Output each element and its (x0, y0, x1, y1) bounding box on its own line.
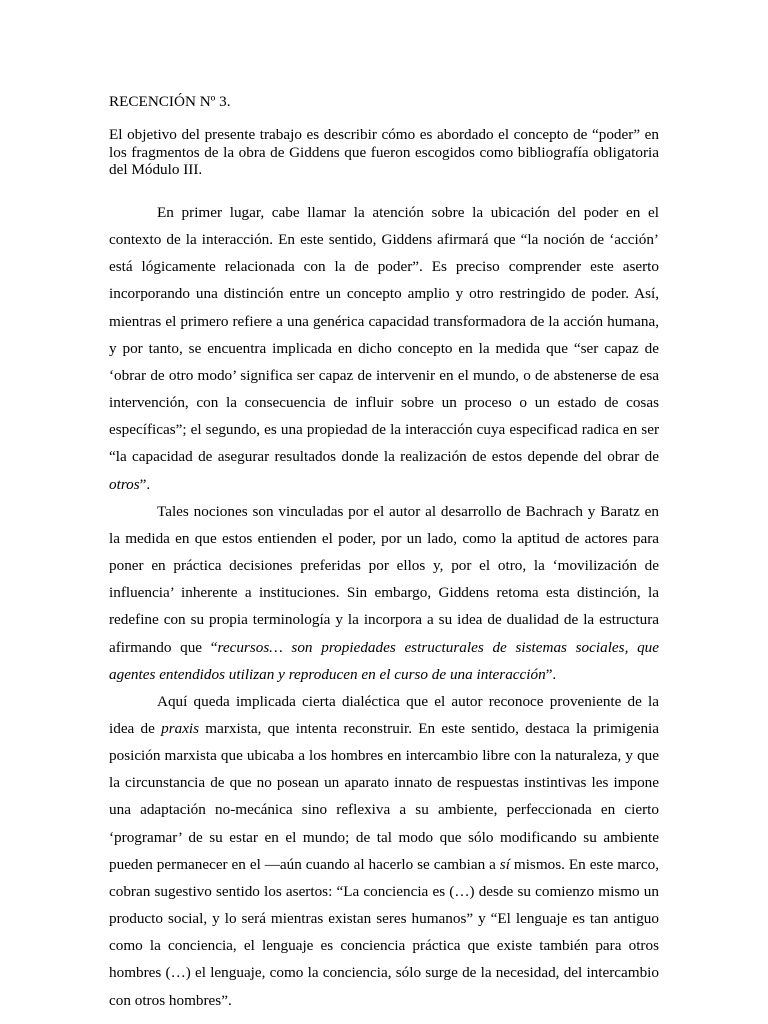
paragraph-3-italic-praxis: praxis (161, 719, 200, 737)
paragraph-2-end: ”. (545, 665, 557, 683)
paragraph-3-text-2: marxista, que intenta reconstruir. En este sentido, destaca la primigenia posición marxista que ubicaba a los hombres en intercambio libre con la naturaleza, y que la circunstancia de que no posean un aparato innato de respuestas instintivas les impone una adaptación no-mecánica sino reflexiva a su ambiente, perfeccionada en cierto ‘programar’ de su estar en el mundo; de tal modo que sólo modificando su ambiente pueden permanecer en el —aún cuando al hacerlo se cambian a (109, 719, 659, 873)
paragraph-3-text-1: Aquí queda implicada cierta dialéctica que el autor reconoce proveniente de la idea de (109, 692, 659, 737)
paragraph-3 (109, 688, 659, 1014)
paragraph-3-text-3: mismos. En este marco, cobran sugestivo sentido los asertos: “La conciencia es (…) desde su comienzo mismo un producto social, y lo será mientras existan seres humanos” y “El lenguaje es tan antiguo como la conciencia, el lenguaje es conciencia práctica que existe también para otros hombres (…) el lenguaje, como la conciencia, sólo surge de la necesidad, del intercambio con otros hombres”. (109, 855, 659, 1009)
paragraph-1-italic: otros (109, 475, 140, 493)
intro-paragraph: El objetivo del presente trabajo es describir cómo es abordado el concepto de “poder” en los fragmentos de la obra de Giddens que fueron escogidos como bibliografía obligatoria del Módulo III. (109, 126, 659, 178)
document-body (109, 199, 659, 1014)
paragraph-2-text: Tales nociones son vinculadas por el autor al desarrollo de Bachrach y Baratz en la medida en que estos entienden el poder, por un lado, como la aptitud de actores para poner en práctica decisiones preferidas por ellos y, por el otro, la ‘movilización de influencia’ inherente a instituciones. Sin embargo, Giddens retoma esta distinción, la redefine con su propia terminología y la incorpora a su idea de dualidad de la estructura afirmando que “ (109, 502, 659, 656)
paragraph-3-italic-si: sí (499, 855, 510, 873)
paragraph-1 (109, 199, 659, 498)
paragraph-1-text: En primer lugar, cabe llamar la atención sobre la ubicación del poder en el contexto de la interacción. En este sentido, Giddens afirmará que “la noción de ‘acción’ está lógicamente relacionada con la de poder”. Es preciso comprender este aserto incorporando una distinción entre un concepto amplio y otro restringido de poder. Así, mientras el primero refiere a una genérica capacidad transformadora de la acción humana, y por tanto, se encuentra implicada en dicho concepto en la medida que “ser capaz de ‘obrar de otro modo’ significa ser capaz de intervenir en el mundo, o de abstenerse de esa intervención, con la consecuencia de influir sobre un proceso o un estado de cosas específicas”; el segundo, es una propiedad de la interacción cuya especificad radica en ser “la capacidad de asegurar resultados donde la realización de estos depende del obrar de (109, 204, 659, 466)
document-heading: RECENCIÓN Nº 3. (109, 93, 231, 110)
paragraph-2 (109, 498, 659, 688)
paragraph-1-end: ”. (139, 475, 151, 493)
paragraph-2-quote: recursos… son propiedades estructurales de sistemas sociales, que agentes entendidos utilizan y reproducen en el curso de una interacción (109, 638, 659, 683)
